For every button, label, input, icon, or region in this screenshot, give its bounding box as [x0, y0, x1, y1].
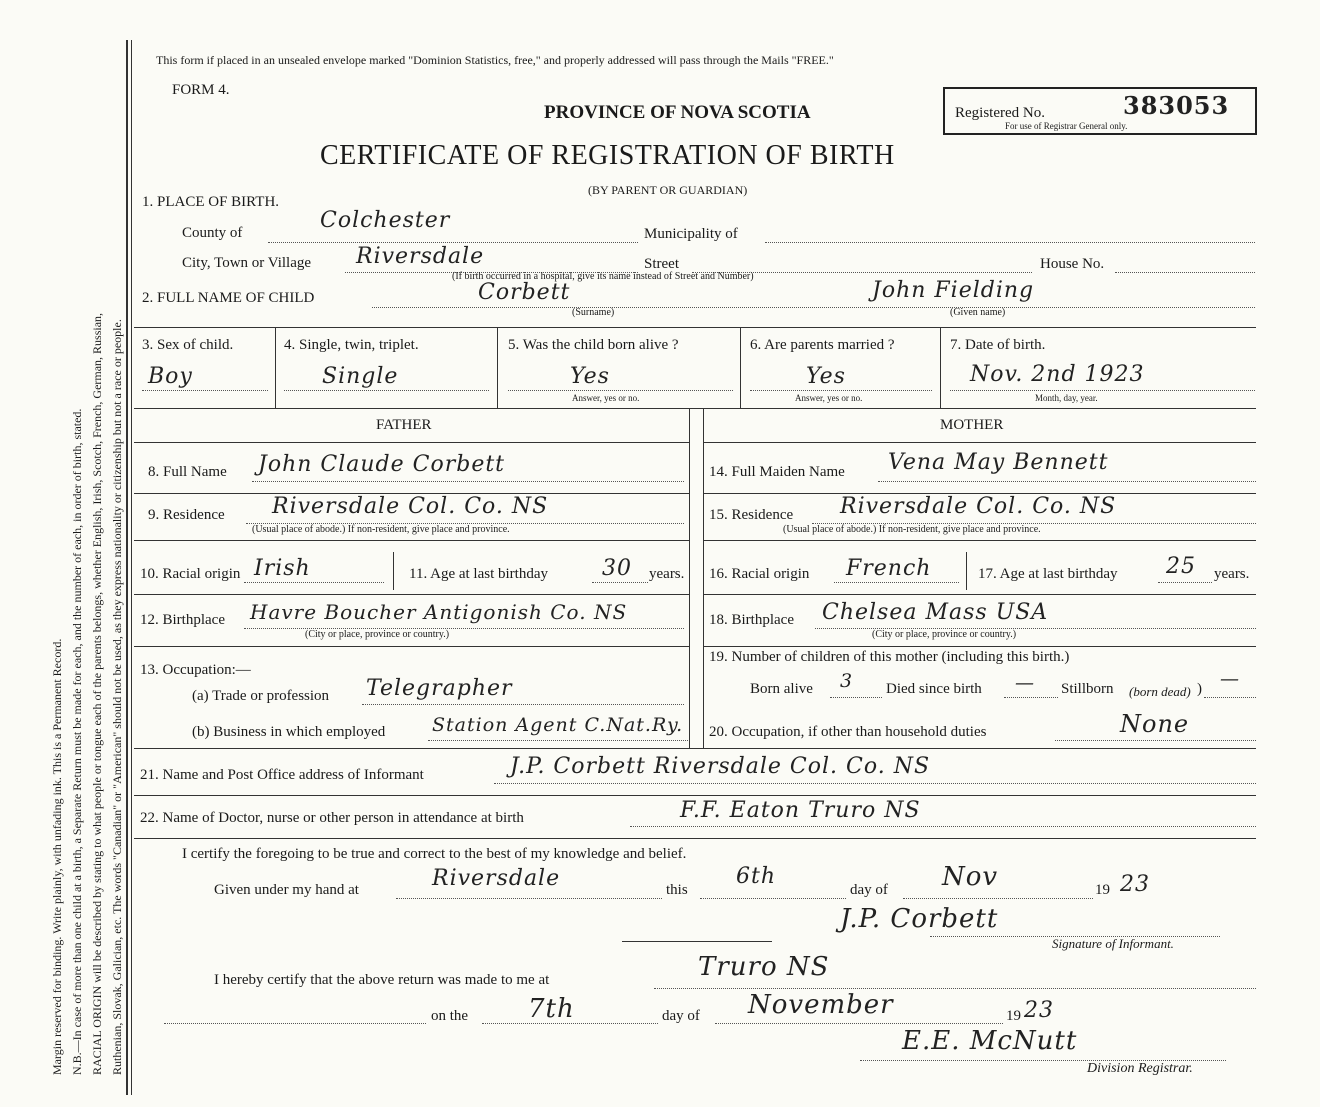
place-of-birth-label: 1. PLACE OF BIRTH.: [142, 194, 280, 210]
mother-occupation: None: [1120, 710, 1190, 738]
registered-label: Registered No.: [955, 105, 1045, 121]
dob-label: 7. Date of birth.: [950, 337, 1046, 353]
county-label: County of: [182, 225, 243, 241]
mother-age: 25: [1166, 554, 1196, 579]
registrar-day: 7th: [528, 994, 575, 1024]
born-alive-value: 3: [840, 670, 854, 692]
father-residence: Riversdale Col. Co. NS: [272, 494, 549, 519]
certify-text: I certify the foregoing to be true and correct to the best of my knowledge and belief.: [182, 846, 687, 862]
this-label: this: [666, 882, 688, 898]
dob-note: Month, day, year.: [1035, 393, 1098, 403]
surname-caption: (Surname): [572, 307, 615, 318]
doctor-value: F.F. Eaton Truro NS: [680, 798, 921, 823]
municipality-label: Municipality of: [644, 226, 738, 242]
father-age: 30: [602, 556, 632, 581]
father-residence-label: 9. Residence: [148, 507, 225, 523]
registrar-text: I hereby certify that the above return was made to me at: [214, 972, 550, 988]
informant-signature: J.P. Corbett: [840, 904, 999, 934]
single-label: 4. Single, twin, triplet.: [284, 337, 419, 353]
children-label: 19. Number of children of this mother (including this birth.): [709, 649, 1070, 665]
mother-residence-note: (Usual place of abode.) If non-resident, give place and province.: [783, 524, 1041, 535]
occupation-label: 13. Occupation:—: [140, 662, 251, 678]
registered-box: [943, 87, 1257, 135]
mother-age-unit: years.: [1214, 566, 1250, 582]
registrar-year: 23: [1024, 998, 1054, 1023]
mother-residence: Riversdale Col. Co. NS: [840, 494, 1117, 519]
father-origin-label: 10. Racial origin: [140, 566, 241, 582]
registrar-month: November: [748, 990, 894, 1020]
informant-signature-label: Signature of Informant.: [1052, 936, 1174, 951]
given-month: Nov: [942, 862, 999, 892]
child-surname: Corbett: [478, 280, 571, 305]
registrar-signature: E.E. McNutt: [902, 1026, 1078, 1056]
certificate-title: CERTIFICATE OF REGISTRATION OF BIRTH: [320, 140, 895, 171]
stillborn-value: —: [1220, 668, 1240, 690]
mother-birthplace-label: 18. Birthplace: [709, 612, 794, 628]
married-note: Answer, yes or no.: [795, 393, 863, 403]
margin-note: Margin reserved for binding. Write plainly, with unfading ink. This is a Permanent Record.: [50, 638, 64, 1075]
child-name-label: 2. FULL NAME OF CHILD: [142, 290, 315, 306]
died-label: Died since birth: [886, 681, 982, 697]
father-origin: Irish: [254, 556, 311, 581]
stillborn-note: (born dead): [1129, 684, 1191, 699]
given-place: Riversdale: [432, 866, 561, 891]
on-the-label: on the: [431, 1008, 469, 1024]
father-birthplace-note: (City or place, province or country.): [305, 629, 450, 640]
registrar-signature-label: Division Registrar.: [1087, 1061, 1193, 1076]
business-value: Station Agent C.Nat.Ry.: [432, 714, 684, 736]
father-name: John Claude Corbett: [258, 452, 506, 477]
alive-note: Answer, yes or no.: [572, 393, 640, 403]
day-of-label: day of: [850, 882, 888, 898]
mother-name: Vena May Bennett: [888, 450, 1109, 475]
racial-origin-note-cont: Ruthenian, Slovak, Galician, etc. The words "Canadian" or "American" should not be used, as they express nationality or citizenship but not a race or people.: [110, 319, 124, 1075]
single-value: Single: [322, 364, 399, 389]
doctor-label: 22. Name of Doctor, nurse or other person in attendance at birth: [140, 810, 524, 826]
top-notice: This form if placed in an unsealed envelope marked "Dominion Statistics, free," and properly addressed will pass through the Mails "FREE.": [156, 53, 834, 67]
registrar-year-prefix: 19: [1006, 1008, 1021, 1024]
married-value: Yes: [806, 364, 846, 389]
mother-birthplace-note: (City or place, province or country.): [872, 629, 1017, 640]
mother-name-label: 14. Full Maiden Name: [709, 464, 845, 480]
mother-origin-label: 16. Racial origin: [709, 566, 810, 582]
trade-label: (a) Trade or profession: [192, 688, 330, 704]
born-alive-label: Born alive: [750, 681, 813, 697]
informant-value: J.P. Corbett Riversdale Col. Co. NS: [510, 754, 931, 779]
died-value: —: [1015, 672, 1035, 694]
given-day: 6th: [736, 864, 777, 889]
mother-heading: MOTHER: [940, 417, 1004, 433]
father-birthplace: Havre Boucher Antigonish Co. NS: [250, 600, 628, 624]
hospital-note: (If birth occurred in a hospital, give its name instead of Street and Number): [452, 271, 754, 282]
sex-value: Boy: [148, 364, 193, 389]
mother-occupation-label: 20. Occupation, if other than household duties: [709, 724, 987, 740]
father-birthplace-label: 12. Birthplace: [140, 612, 225, 628]
father-residence-note: (Usual place of abode.) If non-resident, give place and province.: [252, 524, 510, 535]
registered-number: 383053: [1123, 91, 1230, 120]
street-label: Street: [644, 256, 679, 272]
certificate-subtitle: (BY PARENT OR GUARDIAN): [588, 183, 748, 197]
mother-origin: French: [846, 556, 932, 581]
father-age-unit: years.: [649, 566, 685, 582]
given-name-caption: (Given name): [950, 307, 1006, 318]
margin-line: [126, 40, 128, 1095]
county-value: Colchester: [320, 208, 451, 233]
given-under-label: Given under my hand at: [214, 882, 359, 898]
father-age-label: 11. Age at last birthday: [409, 566, 548, 582]
father-heading: FATHER: [376, 417, 432, 433]
child-given-name: John Fielding: [872, 278, 1035, 303]
trade-value: Telegrapher: [366, 676, 513, 701]
business-label: (b) Business in which employed: [192, 724, 386, 740]
registrar-place: Truro NS: [698, 952, 830, 982]
given-year: 23: [1120, 872, 1150, 897]
house-label: House No.: [1040, 256, 1105, 272]
registrar-day-of-label: day of: [662, 1008, 700, 1024]
mother-birthplace: Chelsea Mass USA: [822, 600, 1049, 625]
city-value: Riversdale: [356, 244, 485, 269]
informant-label: 21. Name and Post Office address of Informant: [140, 767, 424, 783]
mother-age-label: 17. Age at last birthday: [978, 566, 1118, 582]
sex-label: 3. Sex of child.: [142, 337, 234, 353]
multiple-birth-note: N.B.—In case of more than one child at a birth, a Separate Return must be made for each, and the number of each, in order of birth, stated.: [70, 408, 84, 1075]
father-name-label: 8. Full Name: [148, 464, 227, 480]
alive-value: Yes: [570, 364, 610, 389]
form-number: FORM 4.: [172, 82, 230, 98]
alive-label: 5. Was the child born alive ?: [508, 337, 679, 353]
mother-residence-label: 15. Residence: [709, 507, 794, 523]
stillborn-label: Stillborn: [1061, 681, 1114, 697]
margin-line-inner: [131, 40, 132, 1095]
city-label: City, Town or Village: [182, 255, 312, 271]
racial-origin-note: RACIAL ORIGIN will be described by stating to what people or tongue each of the parents belongs, whether English, Irish, Scotch, French, German, Russian,: [90, 312, 104, 1075]
given-year-prefix: 19: [1095, 882, 1110, 898]
married-label: 6. Are parents married ?: [750, 337, 895, 353]
province-heading: PROVINCE OF NOVA SCOTIA: [544, 102, 811, 123]
dob-value: Nov. 2nd 1923: [970, 362, 1145, 387]
registered-note: For use of Registrar General only.: [1005, 121, 1128, 131]
